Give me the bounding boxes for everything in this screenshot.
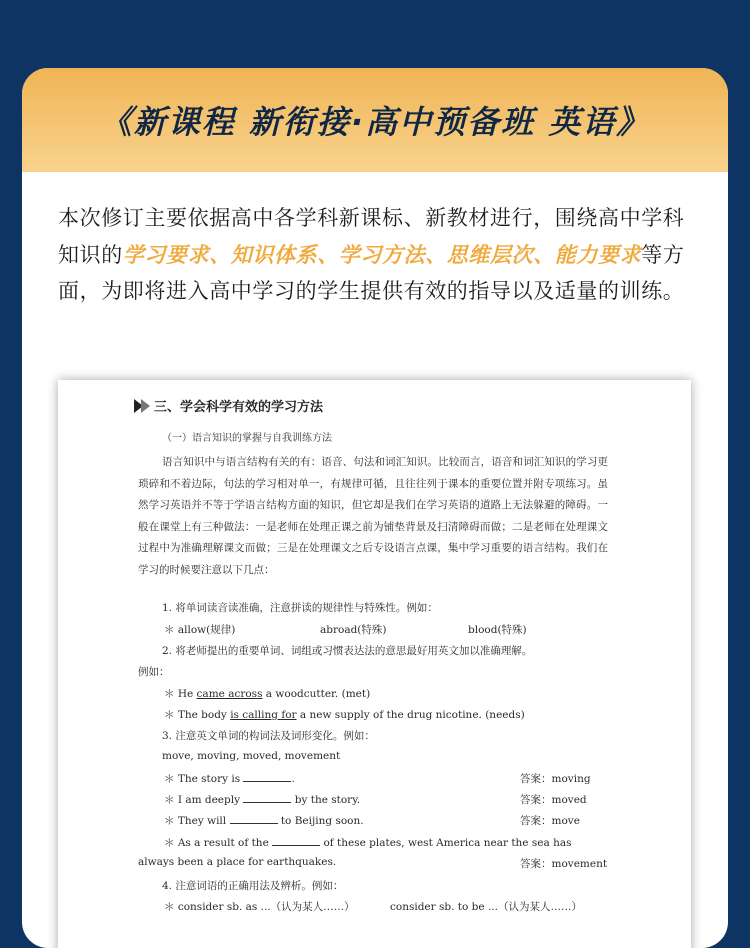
- example-allow: ＊ allow(规律): [164, 624, 236, 636]
- subsection-title: （一）语言知识的掌握与自我训练方法: [162, 433, 332, 444]
- point-3-words: move, moving, moved, movement: [162, 750, 341, 762]
- point-3: 3. 注意英文单词的构词法及词形变化。例如：: [162, 730, 375, 742]
- point-1: 1. 将单词读音读准确，注意拼读的规律性与特殊性。例如：: [162, 602, 438, 614]
- example-came-across: ＊ He came across a woodcutter. (met): [164, 688, 371, 700]
- exercise-1: ＊ The story is .: [164, 773, 295, 785]
- example-consider-to-be: consider sb. to be ...（认为某人……）: [390, 901, 582, 913]
- point-2-cont: 例如：: [138, 666, 170, 678]
- example-calling-for: ＊ The body is calling for a new supply of the drug nicotine. (needs): [164, 709, 525, 721]
- answer-2: 答案：moved: [520, 794, 587, 806]
- exercise-2: ＊ I am deeply by the story.: [164, 794, 361, 806]
- double-arrow-icon: [134, 399, 150, 413]
- section-title: 三、学会科学有效的学习方法: [154, 400, 324, 415]
- example-blood: blood(特殊): [468, 624, 527, 636]
- answer-1: 答案：moving: [520, 773, 591, 785]
- intro-part1: 本次修订主要依据高中各学科新课标、新教材进行，围绕高中学科知识的: [58, 206, 685, 267]
- point-4: 4. 注意词语的正确用法及辨析。例如：: [162, 880, 344, 892]
- exercise-3: ＊ They will to Beijing soon.: [164, 815, 364, 827]
- intro-text: [58, 200, 698, 310]
- banner-title: 《新课程 新衔接·高中预备班 英语》: [99, 103, 651, 141]
- title-banner: [22, 68, 728, 172]
- example-abroad: abroad(特殊): [320, 624, 387, 636]
- exercise-4-cont: always been a place for earthquakes.: [138, 856, 337, 868]
- content-card: [22, 68, 728, 948]
- exercise-4: ＊ As a result of the of these plates, west America near the sea has: [164, 837, 572, 849]
- example-consider-as: ＊ consider sb. as ...（认为某人……）: [164, 901, 355, 913]
- intro-part2: 等方面，为即将进入高中学习的学生提供有效的指导以及适量的训练。: [58, 242, 685, 303]
- point-2: 2. 将老师提出的重要单词、词组或习惯表达法的意思最好用英文加以准确理解。: [162, 645, 533, 657]
- document-sample: [58, 380, 691, 948]
- section-heading: [134, 396, 323, 415]
- intro-highlight: 学习要求、知识体系、学习方法、思维层次、能力要求: [122, 242, 642, 267]
- body-paragraph: 语言知识中与语言结构有关的有：语音、句法和词汇知识。比较而言，语音和词汇知识的学习更琐碎和不着边际，句法的学习相对单一，有规律可循，且往往列于课本的重要位置并附专项练习。虽然学习英语并不等于学语言结构方面的知识，但它却是我们在学习英语的道路上无法躲避的障碍。一般在课堂上有三种做法：一是老师在处理正课之前为铺垫背景及扫清障碍而做；二是老师在处理课文过程中为准确理解课文而做；三是在处理课文之后专设语言点课，集中学习重要的语言结构。我们在学习的时候要注意以下几点：: [138, 456, 608, 576]
- answer-3: 答案：move: [520, 815, 580, 827]
- answer-4: 答案：movement: [520, 858, 608, 870]
